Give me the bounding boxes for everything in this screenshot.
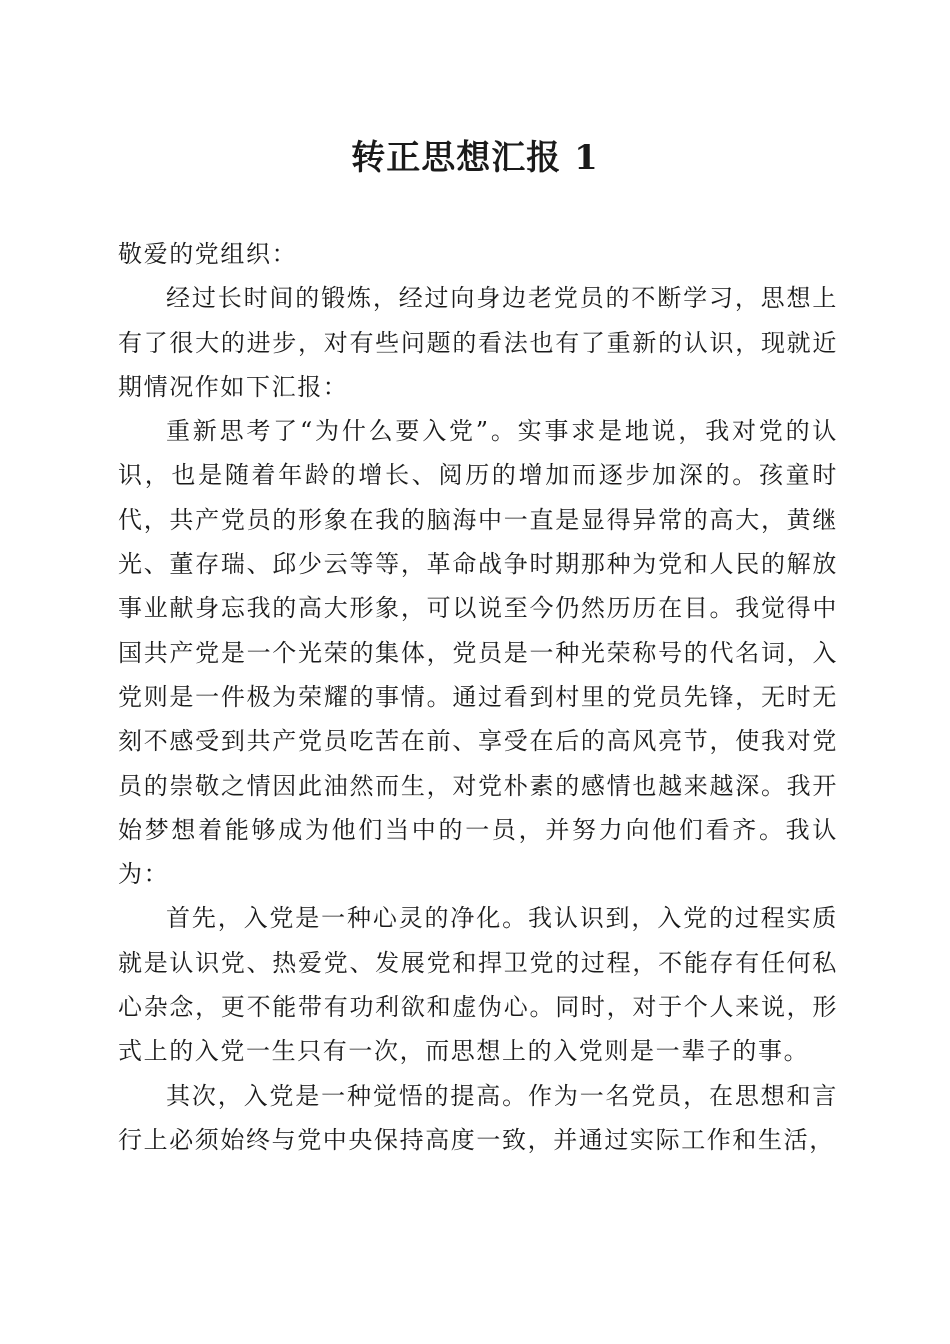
paragraph-first-point: 首先，入党是一种心灵的净化。我认识到，入党的过程实质就是认识党、热爱党、发展党和捍卫党的过程，不能存有任何私心杂念，更不能带有功利欲和虚伪心。同时，对于个人来说，形式上的入党一生只有一次，而思想上的入党则是一辈子的事。 — [118, 904, 838, 1066]
paragraph-intro: 经过长时间的锻炼，经过向身边老党员的不断学习，思想上有了很大的进步，对有些问题的看法也有了重新的认识，现就近期情况作如下汇报： — [118, 284, 838, 401]
paragraph-why-join-party: 重新思考了“为什么要入党”。实事求是地说，我对党的认识，也是随着年龄的增长、阅历的增加而逐步加深的。孩童时代，共产党员的形象在我的脑海中一直是显得异常的高大，黄继光、董存瑞、邱少云等等，革命战争时期那种为党和人民的解放事业献身忘我的高大形象，可以说至今仍然历历在目。我觉得中国共产党是一个光荣的集体，党员是一种光荣称号的代名词，入党则是一件极为荣耀的事情。通过看到村里的党员先锋，无时无刻不感受到共产党员吃苦在前、享受在后的高风亮节，使我对党员的崇敬之情因此油然而生，对党朴素的感情也越来越深。我开始梦想着能够成为他们当中的一员，并努力向他们看齐。我认为： — [118, 417, 838, 889]
salutation: 敬爱的党组织： — [118, 240, 298, 268]
document-title: 转正思想汇报 1 — [351, 138, 599, 178]
paragraph-second-point: 其次，入党是一种觉悟的提高。作为一名党员，在思想和言行上必须始终与党中央保持高度一致，并通过实际工作和生活， — [118, 1081, 838, 1154]
document-body — [118, 232, 838, 1162]
